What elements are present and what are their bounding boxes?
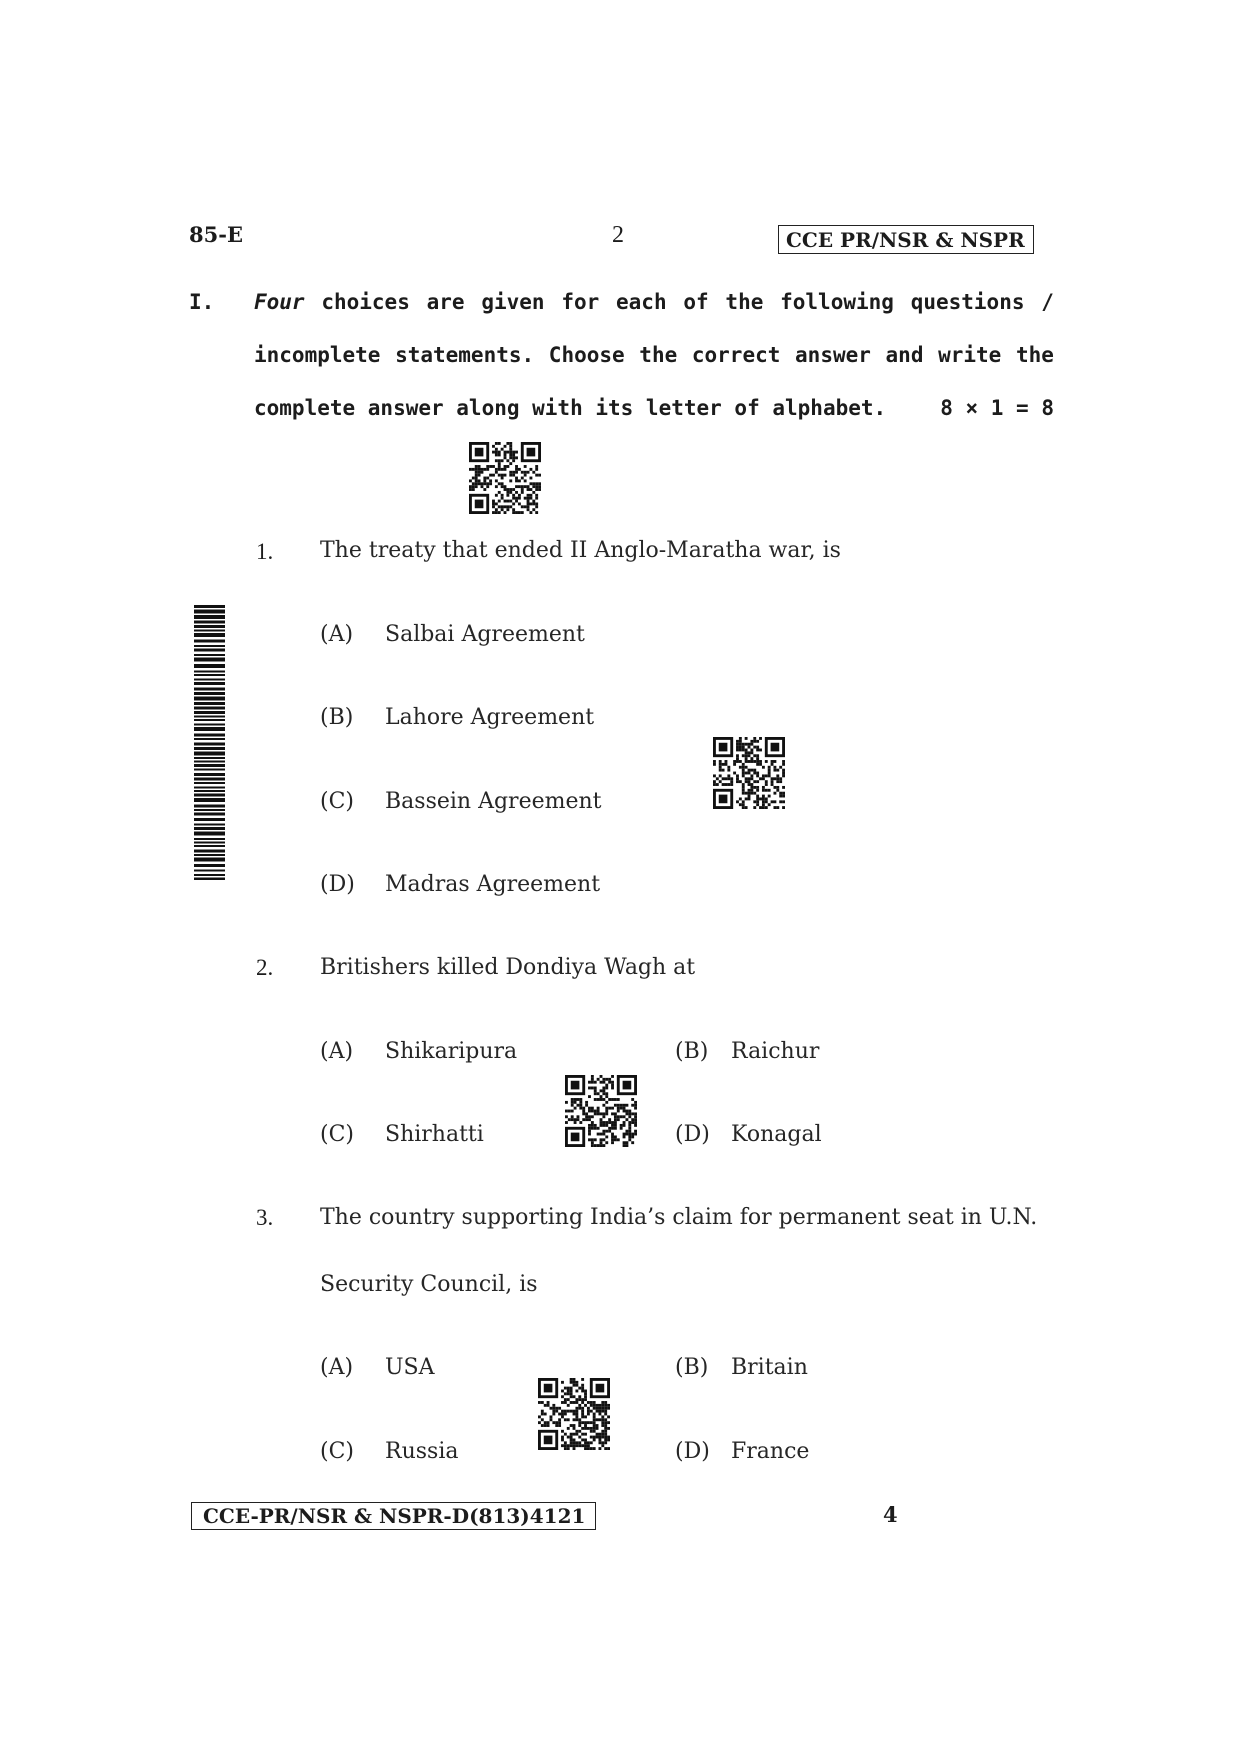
option-letter: (A) bbox=[320, 622, 354, 647]
qr-code-icon bbox=[469, 442, 541, 514]
instruction-word: answer bbox=[795, 343, 871, 367]
option-text: Shikaripura bbox=[385, 1039, 518, 1064]
option-letter: (B) bbox=[675, 1355, 709, 1380]
series-box: CCE PR/NSR & NSPR bbox=[778, 225, 1034, 254]
option-text: Salbai Agreement bbox=[385, 622, 585, 647]
instruction-line-3 bbox=[254, 382, 1054, 435]
instruction-word: incomplete bbox=[254, 343, 381, 367]
instruction-word: given bbox=[481, 290, 545, 314]
instruction-word: the bbox=[1015, 343, 1054, 367]
option-letter: (D) bbox=[675, 1439, 710, 1464]
option-letter: (C) bbox=[320, 789, 354, 814]
option-text: Shirhatti bbox=[385, 1122, 484, 1147]
barcode-icon bbox=[194, 605, 225, 880]
page-number: 2 bbox=[612, 222, 624, 248]
option-text: Madras Agreement bbox=[385, 872, 601, 897]
question-text: Britishers killed Dondiya Wagh at bbox=[320, 955, 696, 980]
option-text: Britain bbox=[731, 1355, 808, 1380]
option-letter: (A) bbox=[320, 1355, 354, 1380]
instruction-word: choices bbox=[321, 290, 410, 314]
question-number: 1. bbox=[256, 539, 274, 564]
option-letter: (C) bbox=[320, 1122, 354, 1147]
instruction-word: / bbox=[1041, 290, 1054, 314]
footer-code-box: CCE-PR/NSR & NSPR-D(813)4121 bbox=[191, 1502, 596, 1530]
option-letter: (B) bbox=[675, 1039, 709, 1064]
paper-code: 85-E bbox=[189, 222, 243, 247]
question-number: 3. bbox=[256, 1205, 274, 1230]
question-text-continued: Security Council, is bbox=[320, 1272, 538, 1297]
option-text: Konagal bbox=[731, 1122, 822, 1147]
option-text: USA bbox=[385, 1355, 435, 1380]
instruction-word: and bbox=[885, 343, 924, 367]
instruction-word: of bbox=[683, 290, 709, 314]
option-text: Russia bbox=[385, 1439, 459, 1464]
instruction-italic-word: Four bbox=[254, 290, 305, 314]
instruction-word: write bbox=[938, 343, 1002, 367]
section-instruction bbox=[254, 276, 1054, 435]
qr-code-icon bbox=[565, 1075, 637, 1147]
qr-code-icon bbox=[713, 737, 785, 809]
option-letter: (D) bbox=[675, 1122, 710, 1147]
option-text: France bbox=[731, 1439, 810, 1464]
instruction-line-3-text: complete answer along with its letter of alphabet. bbox=[254, 396, 887, 420]
instruction-word: statements. bbox=[395, 343, 535, 367]
instruction-line-1 bbox=[254, 276, 1054, 329]
section-marks: 8 × 1 = 8 bbox=[940, 396, 1054, 420]
qr-code-icon bbox=[538, 1378, 610, 1450]
option-letter: (C) bbox=[320, 1439, 354, 1464]
instruction-word: the bbox=[725, 290, 764, 314]
option-text: Lahore Agreement bbox=[385, 705, 595, 730]
option-text: Bassein Agreement bbox=[385, 789, 602, 814]
option-letter: (B) bbox=[320, 705, 354, 730]
question-text: The country supporting India’s claim for permanent seat in U.N. bbox=[320, 1205, 1038, 1230]
question-text: The treaty that ended II Anglo-Maratha war, is bbox=[320, 538, 841, 563]
instruction-word: for bbox=[561, 290, 600, 314]
instruction-word: are bbox=[426, 290, 465, 314]
instruction-word: the bbox=[639, 343, 678, 367]
footer-page-count: 4 bbox=[883, 1502, 898, 1527]
option-letter: (D) bbox=[320, 872, 355, 897]
instruction-line-2 bbox=[254, 329, 1054, 382]
section-number: I. bbox=[189, 290, 215, 314]
instruction-word: questions bbox=[910, 290, 1025, 314]
instruction-word: Choose bbox=[548, 343, 625, 367]
instruction-word: each bbox=[616, 290, 667, 314]
instruction-word: correct bbox=[691, 343, 781, 367]
question-number: 2. bbox=[256, 955, 274, 980]
option-letter: (A) bbox=[320, 1039, 354, 1064]
option-text: Raichur bbox=[731, 1039, 820, 1064]
instruction-word: following bbox=[780, 290, 894, 314]
